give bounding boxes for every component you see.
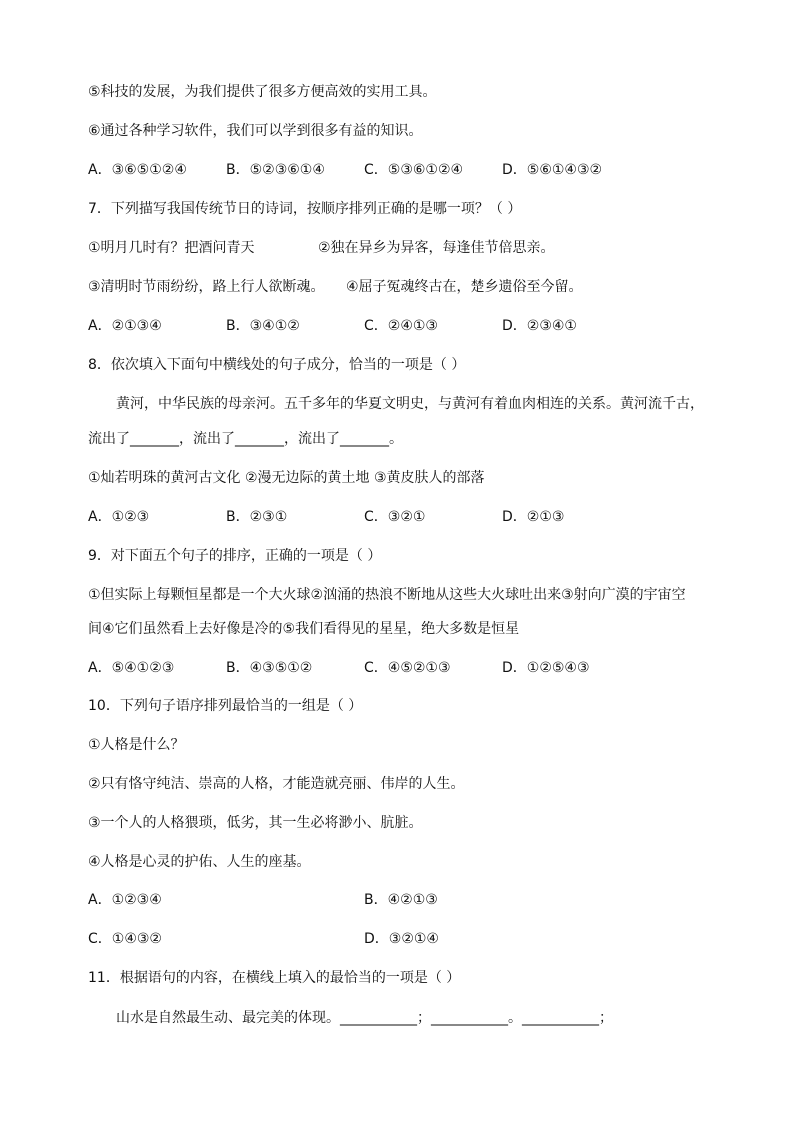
q6-option-b[interactable]: B．⑤②③⑥①④ (226, 162, 325, 178)
q8-option-d[interactable]: D．②①③ (502, 509, 565, 525)
q9-sentences-line-2: 间④它们虽然看上去好像是冷的⑤我们看得见的星星，绝大多数是恒星 (88, 621, 520, 637)
q11-stem: 11．根据语句的内容，在横线上填入的最恰当的一项是（ ） (88, 970, 461, 986)
q6-option-d[interactable]: D．⑤⑥①④③② (502, 162, 603, 178)
q7-option-d[interactable]: D．②③④① (502, 318, 577, 334)
q8-stem: 8．依次填入下面句中横线处的句子成分，恰当的一项是（ ） (88, 357, 466, 373)
q9-option-c[interactable]: C．④⑤②①③ (364, 660, 451, 676)
q8-option-b[interactable]: B．②③① (226, 509, 288, 525)
q8-choices: ①灿若明珠的黄河古文化 ②漫无边际的黄土地 ③黄皮肤人的部落 (88, 470, 485, 486)
q7-poem-2: ②独在异乡为异客，每逢佳节倍思亲。 (318, 240, 555, 256)
q10-sentence-4: ④人格是心灵的护佑、人生的座基。 (88, 854, 311, 870)
q9-option-b[interactable]: B．④③⑤①② (226, 660, 313, 676)
q10-option-c[interactable]: C．①④③② (88, 931, 162, 947)
q10-option-a[interactable]: A．①②③④ (88, 892, 162, 908)
q8-option-a[interactable]: A．①②③ (88, 509, 150, 525)
q11-passage: 山水是自然最生动、最完美的体现。___________；___________。___________； (116, 1010, 613, 1026)
q9-option-a[interactable]: A．⑤④①②③ (88, 660, 175, 676)
q10-option-d[interactable]: D．③②①④ (364, 931, 439, 947)
q6-sentence-5: ⑤科技的发展，为我们提供了很多方便高效的实用工具。 (88, 84, 437, 100)
q7-poem-3: ③清明时节雨纷纷，路上行人欲断魂。 (88, 279, 325, 295)
q6-sentence-6: ⑥通过各种学习软件，我们可以学到很多有益的知识。 (88, 123, 423, 139)
q10-sentence-3: ③一个人的人格猥琐，低劣，其一生必将渺小、肮脏。 (88, 815, 423, 831)
q7-poem-1: ①明月几时有？把酒问青天 (88, 240, 255, 256)
q10-sentence-1: ①人格是什么？ (88, 737, 185, 753)
q7-option-a[interactable]: A．②①③④ (88, 318, 162, 334)
q10-option-b[interactable]: B．④②①③ (364, 892, 438, 908)
q9-stem: 9．对下面五个句子的排序，正确的一项是（ ） (88, 548, 382, 564)
q8-option-c[interactable]: C．③②① (364, 509, 426, 525)
q6-option-c[interactable]: C．⑤③⑥①②④ (364, 162, 464, 178)
q7-poem-4: ④屈子冤魂终古在，楚乡遗俗至今留。 (346, 279, 583, 295)
q10-sentence-2: ②只有恪守纯洁、崇高的人格，才能造就亮丽、伟岸的人生。 (88, 776, 465, 792)
q8-passage-line-2: 流出了_______，流出了_______，流出了_______。 (88, 431, 403, 447)
q7-option-c[interactable]: C．②④①③ (364, 318, 438, 334)
q6-option-a[interactable]: A．③⑥⑤①②④ (88, 162, 187, 178)
q9-sentences-line-1: ①但实际上每颗恒星都是一个大火球②汹涌的热浪不断地从这些大火球吐出来③射向广漠的宇宙空 (88, 587, 686, 603)
q7-stem: 7．下列描写我国传统节日的诗词，按顺序排列正确的是哪一项？（ ） (88, 201, 522, 217)
q8-passage-line-1: 黄河，中华民族的母亲河。五千多年的华夏文明史，与黄河有着血肉相连的关系。黄河流千古， (116, 396, 704, 412)
q10-stem: 10．下列句子语序排列最恰当的一组是（ ） (88, 698, 363, 714)
q7-option-b[interactable]: B．③④①② (226, 318, 300, 334)
q9-option-d[interactable]: D．①②⑤④③ (502, 660, 590, 676)
